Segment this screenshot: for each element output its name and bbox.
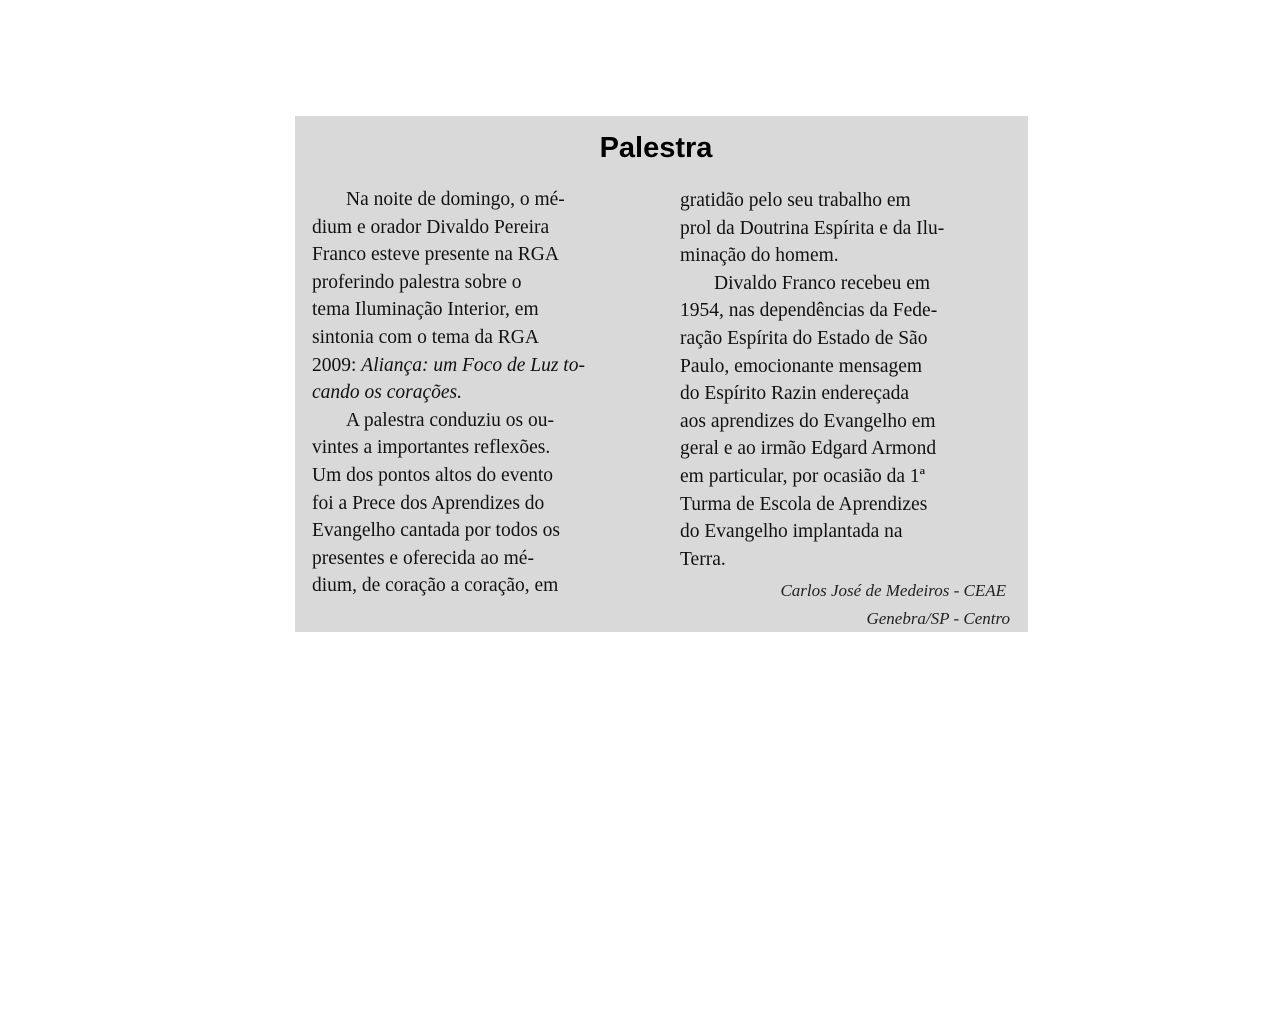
paragraph-line: dium, de coração a coração, em — [312, 575, 559, 597]
paragraph-line: presentes e oferecida ao mé- — [312, 547, 534, 569]
rga-theme-continuation: cando os corações. — [312, 382, 463, 404]
paragraph-line: Franco esteve presente na RGA — [312, 244, 559, 266]
signature-author: Carlos José de Medeiros - CEAE — [780, 581, 1006, 600]
paragraph-line: Na noite de domingo, o mé- — [346, 189, 565, 210]
paragraph-line: Um dos pontos altos do evento — [312, 464, 554, 486]
signature-location: Genebra/SP - Centro — [866, 609, 1010, 628]
paragraph-line: Paulo, emocionante mensagem — [680, 355, 923, 377]
paragraph-line: vintes a importantes reflexões. — [312, 437, 551, 459]
paragraph-line: ração Espírita do Estado de São — [680, 327, 928, 349]
paragraph-line: em particular, por ocasião da 1ª — [680, 465, 925, 487]
rga-theme-text: Aliança: um Foco de Luz to- — [361, 354, 585, 376]
paragraph-line: prol da Doutrina Espírita e da Ilu- — [680, 217, 945, 239]
paragraph-line: tema Iluminação Interior, em — [312, 299, 539, 321]
right-column — [680, 187, 944, 573]
paragraph-line: foi a Prece dos Aprendizes do — [312, 492, 545, 514]
year-text: 2009: — [312, 354, 362, 376]
paragraph-line: minação do homem. — [680, 245, 839, 267]
paragraph-line: Turma de Escola de Aprendizes — [680, 493, 928, 515]
left-column — [312, 186, 585, 600]
paragraph-line: do Evangelho implantada na — [680, 521, 903, 543]
article-title: Palestra — [599, 132, 713, 164]
paragraph-line: Terra. — [680, 548, 726, 570]
article-panel — [295, 116, 1028, 632]
paragraph-line: 1954, nas dependências da Fede- — [680, 300, 938, 322]
paragraph-line: dium e orador Divaldo Pereira — [312, 216, 550, 238]
paragraph-line: A palestra conduziu os ou- — [346, 409, 554, 431]
paragraph-line: sintonia com o tema da RGA — [312, 326, 539, 348]
paragraph-line: geral e ao irmão Edgard Armond — [680, 438, 937, 460]
paragraph-line: proferindo palestra sobre o — [312, 271, 522, 293]
paragraph-line: Divaldo Franco recebeu em — [714, 272, 931, 294]
paragraph-line: Evangelho cantada por todos os — [312, 520, 561, 542]
paragraph-line: do Espírito Razin endereçada — [680, 383, 910, 405]
paragraph-line: aos aprendizes do Evangelho em — [680, 410, 936, 432]
paragraph-line: gratidão pelo seu trabalho em — [680, 190, 911, 211]
paragraph-line — [312, 352, 585, 380]
